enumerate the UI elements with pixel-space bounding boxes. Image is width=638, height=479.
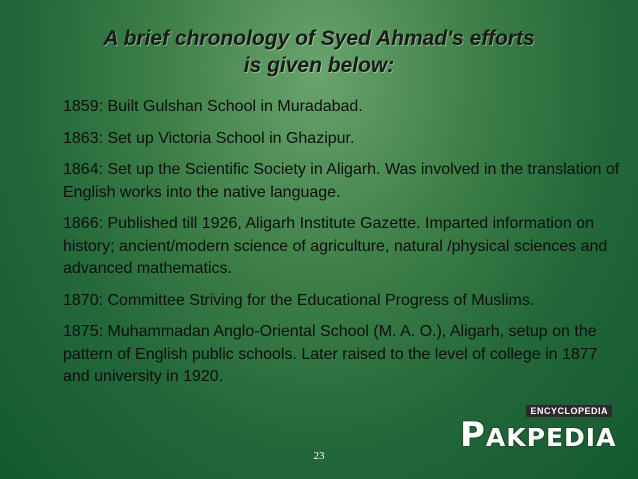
chronology-item-1875: 1875: Muhammadan Anglo-Oriental School (M. A. O.), Aligarh, setup on the pattern of English public schools. Later raised to the level of college in 1877 and university in 1920. [63,323,598,385]
title-line-1: A brief chronology of Syed Ahmad's efforts [103,27,535,50]
slide-title [20,25,618,79]
title-line-2: is given below: [243,54,395,77]
chronology-list [63,96,623,398]
chronology-item-1866: 1866: Published till 1926, Aligarh Institute Gazette. Imparted information on history; ancient/modern science of agriculture, natural /physical sciences and advanced mathematics. [63,215,608,277]
watermark-rest: AKPEDIA [485,423,617,452]
page-number: 23 [313,450,325,462]
chronology-item-1859: 1859: Built Gulshan School in Muradabad. [63,98,363,115]
chronology-item-1863: 1863: Set up Victoria School in Ghazipur. [63,129,355,147]
chronology-item-1870: 1870: Committee Striving for the Educational Progress of Muslims. [63,291,535,309]
watermark-wordmark [460,415,616,455]
watermark-initial: P [460,415,486,455]
watermark-encyclopedia-tag: ENCYCLOPEDIA [526,405,612,417]
pakpedia-watermark-logo [460,405,620,455]
chronology-item-1864: 1864: Set up the Scientific Society in Aligarh. Was involved in the translation of English works into the native language. [63,161,620,201]
